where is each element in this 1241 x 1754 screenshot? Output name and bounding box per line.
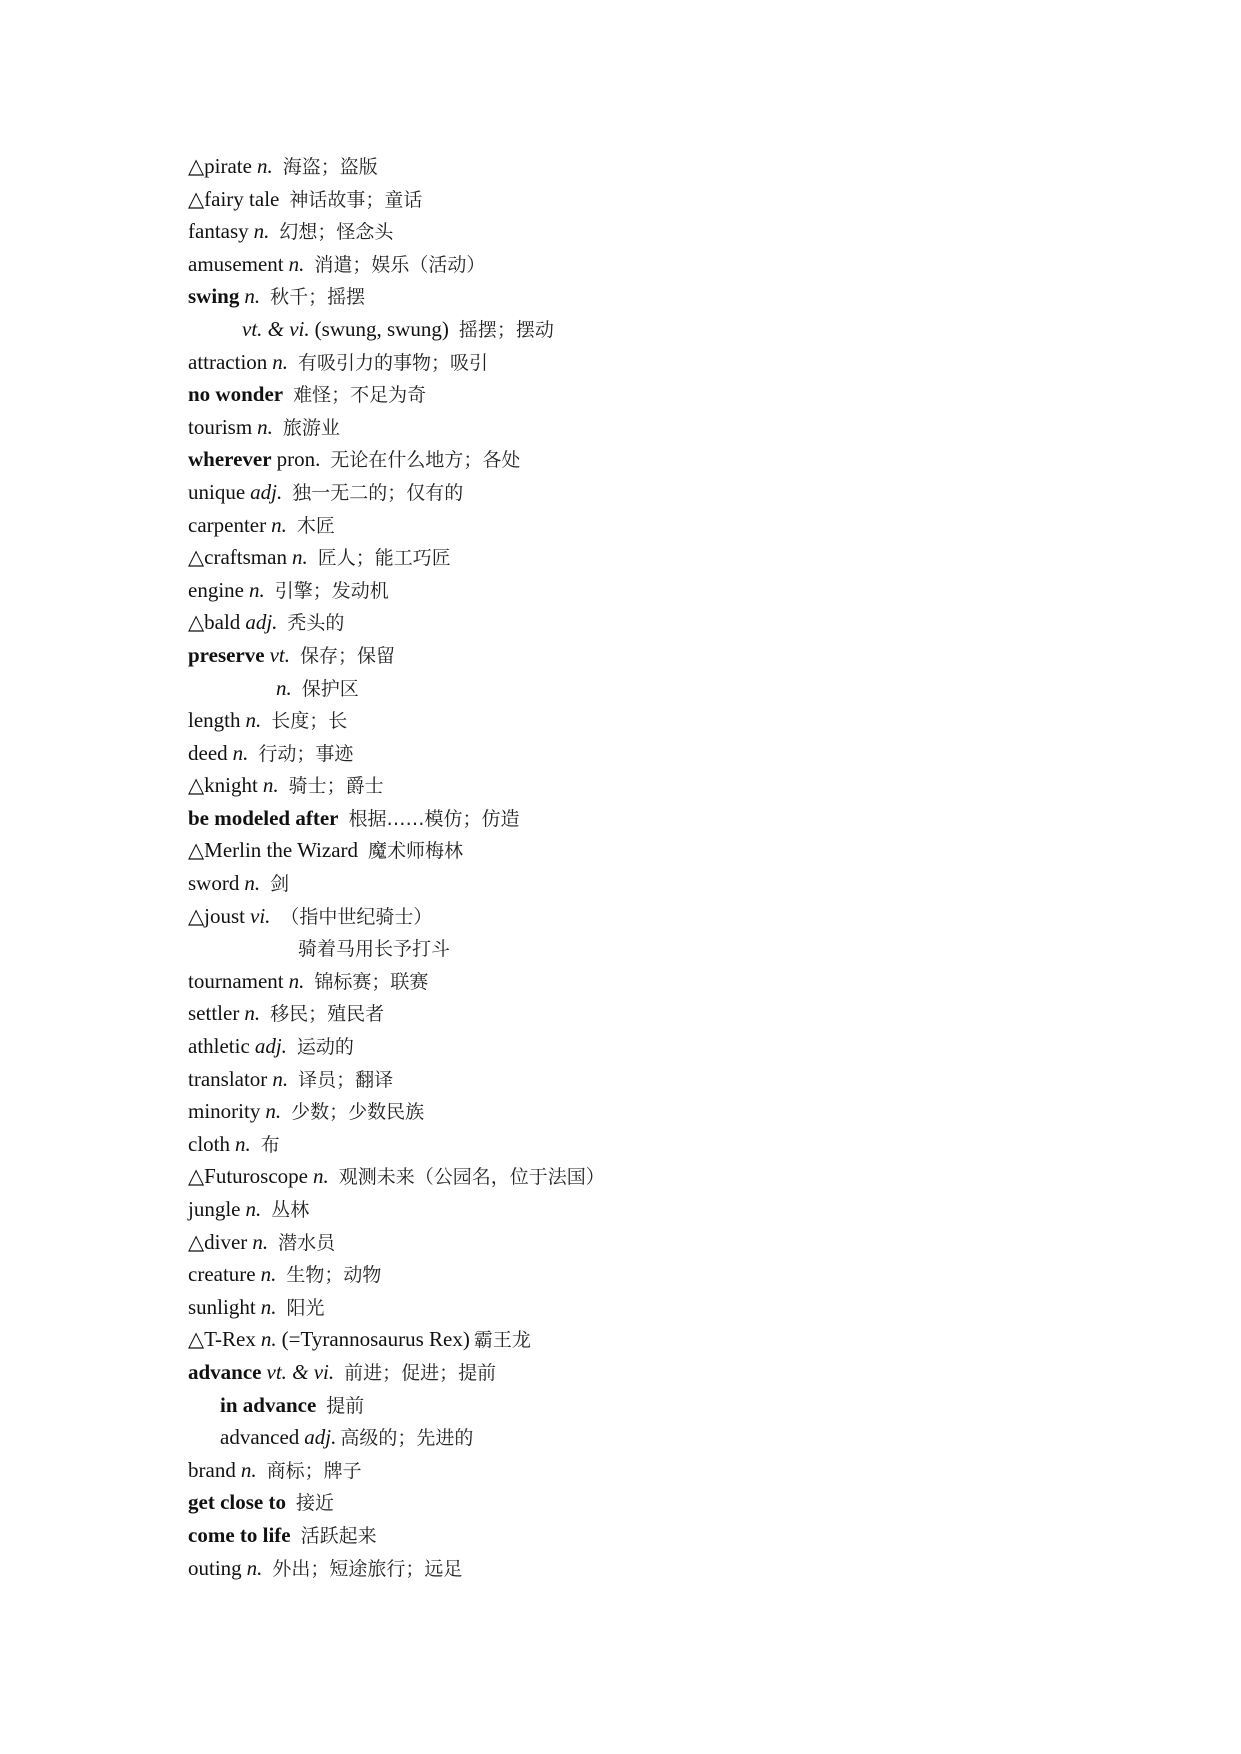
chinese-meaning: 独一无二的；仅有的 — [292, 481, 464, 504]
vocab-word: deed — [188, 740, 228, 765]
vocab-entry — [188, 997, 1088, 1030]
vocab-word: attraction — [188, 349, 268, 374]
vocab-entry — [188, 769, 1088, 802]
part-of-speech: n. — [260, 1327, 277, 1352]
vocab-entry — [188, 1258, 1088, 1291]
vocab-word: wherever — [188, 447, 272, 472]
vocab-word: sunlight — [188, 1294, 256, 1319]
chinese-meaning: 译员；翻译 — [298, 1068, 394, 1091]
part-of-speech: vi. — [250, 903, 271, 928]
part-of-speech: vt. — [269, 642, 290, 667]
vocab-word: length — [188, 708, 241, 733]
chinese-meaning: 保存；保留 — [299, 644, 395, 667]
chinese-meaning: 摇摆；摆动 — [458, 318, 554, 341]
chinese-meaning: 运动的 — [296, 1036, 354, 1059]
vocab-word: swing — [188, 284, 240, 309]
vocab-word: advance — [188, 1359, 262, 1384]
part-of-speech: n. — [262, 773, 279, 798]
chinese-meaning: 活跃起来 — [300, 1524, 377, 1547]
vocab-entry — [188, 965, 1088, 998]
vocab-word: preserve — [188, 642, 265, 667]
part-of-speech: adj. — [254, 1034, 287, 1059]
vocab-word: jungle — [188, 1197, 241, 1221]
vocab-word: △diver — [188, 1229, 248, 1254]
vocab-entry — [188, 1552, 1088, 1585]
chinese-meaning: 霸王龙 — [473, 1329, 531, 1352]
vocab-entry — [188, 867, 1088, 900]
part-of-speech: n. — [244, 284, 261, 309]
part-of-speech: adj. — [245, 610, 278, 635]
vocab-entry — [188, 606, 1088, 639]
vocab-word: fantasy — [188, 219, 249, 244]
chinese-meaning: 移民；殖民者 — [270, 1003, 385, 1026]
part-of-speech: n. — [312, 1164, 329, 1189]
vocab-word: △Futuroscope — [188, 1164, 308, 1189]
vocab-entry — [188, 1193, 1088, 1226]
chinese-meaning: 秃头的 — [287, 612, 345, 635]
vocab-word: tournament — [188, 968, 284, 993]
vocab-entry — [188, 932, 1088, 965]
chinese-meaning: 商标；牌子 — [266, 1459, 362, 1482]
chinese-meaning: 海盗；盗版 — [282, 156, 378, 178]
chinese-meaning: 丛林 — [271, 1199, 310, 1221]
chinese-meaning: 潜水员 — [278, 1231, 336, 1254]
chinese-meaning: 骑士；爵士 — [288, 775, 384, 798]
vocab-word: △craftsman — [188, 545, 287, 570]
vocab-entry — [188, 737, 1088, 770]
vocab-entry — [188, 1486, 1088, 1519]
chinese-meaning: 前进；促进；提前 — [344, 1361, 497, 1384]
part-of-speech: n. — [232, 740, 249, 765]
vocab-note: (=Tyrannosaurus Rex) — [281, 1327, 470, 1352]
chinese-meaning: 阳光 — [286, 1296, 325, 1319]
chinese-meaning: 木匠 — [296, 514, 335, 537]
chinese-meaning: 魔术师梅林 — [368, 840, 464, 863]
vocab-entry — [188, 900, 1088, 933]
part-of-speech: n. — [240, 1457, 257, 1482]
part-of-speech: n. — [256, 154, 273, 178]
vocab-entry — [188, 1128, 1088, 1161]
vocab-word: brand — [188, 1457, 236, 1482]
vocab-word: no wonder — [188, 382, 284, 407]
part-of-speech: n. — [253, 219, 270, 244]
chinese-meaning: 保护区 — [301, 677, 359, 700]
vocab-word: in advance — [220, 1392, 317, 1417]
chinese-meaning: （指中世纪骑士） — [280, 905, 433, 928]
vocab-word: engine — [188, 577, 244, 602]
vocab-word: be modeled after — [188, 805, 339, 830]
part-of-speech: n. — [271, 512, 287, 537]
vocab-word: △T-Rex — [188, 1327, 256, 1352]
vocab-entry — [188, 541, 1088, 574]
part-of-speech: n. — [245, 708, 262, 733]
vocab-entry — [188, 834, 1088, 867]
chinese-meaning: 匠人；能工巧匠 — [317, 547, 451, 570]
vocab-word: translator — [188, 1066, 268, 1091]
vocab-entry — [188, 346, 1088, 379]
part-of-speech: n. — [260, 1262, 277, 1287]
chinese-meaning: 布 — [260, 1133, 280, 1156]
chinese-meaning: 少数；少数民族 — [291, 1101, 425, 1124]
chinese-meaning: 行动；事迹 — [258, 742, 354, 765]
part-of-speech: n. — [288, 968, 305, 993]
part-of-speech: n. — [244, 871, 261, 896]
chinese-meaning: 接近 — [295, 1492, 334, 1515]
part-of-speech: n. — [272, 349, 289, 374]
part-of-speech: n. — [246, 1555, 263, 1580]
vocab-entry — [188, 280, 1088, 313]
part-of-speech: n. — [291, 545, 308, 570]
vocab-entry — [188, 672, 1088, 705]
vocab-entry — [188, 1356, 1088, 1389]
part-of-speech: n. — [257, 414, 273, 439]
vocabulary-list — [188, 150, 1088, 1584]
vocab-entry — [188, 1226, 1088, 1259]
chinese-meaning: 剑 — [270, 873, 290, 896]
part-of-speech: n. — [244, 1001, 261, 1026]
vocab-entry — [188, 802, 1088, 835]
vocab-entry — [188, 411, 1088, 444]
chinese-meaning: 骑着马用长予打斗 — [298, 938, 451, 961]
vocab-entry — [188, 1160, 1088, 1193]
chinese-meaning: 锦标赛；联赛 — [314, 970, 429, 993]
vocab-entry — [188, 1389, 1088, 1422]
chinese-meaning: 神话故事；童话 — [289, 188, 423, 211]
vocab-entry — [188, 313, 1088, 346]
chinese-meaning: 高级的；先进的 — [340, 1427, 474, 1450]
vocab-entry — [188, 476, 1088, 509]
vocab-entry — [188, 1030, 1088, 1063]
vocab-word: △fairy tale — [188, 186, 280, 211]
part-of-speech: n. — [288, 251, 305, 276]
vocab-entry — [188, 378, 1088, 411]
vocab-entry — [188, 1095, 1088, 1128]
chinese-meaning: 根据……模仿；仿造 — [348, 807, 520, 830]
part-of-speech: adj. — [250, 479, 283, 504]
vocab-word: △bald — [188, 610, 241, 635]
vocab-word: advanced — [220, 1425, 300, 1450]
vocab-word: outing — [188, 1555, 242, 1580]
vocab-entry — [188, 1063, 1088, 1096]
part-of-speech: vt. & vi. — [266, 1359, 335, 1384]
vocab-word: △knight — [188, 773, 258, 798]
vocab-word: come to life — [188, 1522, 291, 1547]
vocab-word: △joust — [188, 903, 245, 928]
part-of-speech: n. — [235, 1131, 251, 1156]
part-of-speech: n. — [252, 1229, 269, 1254]
part-of-speech: n. — [276, 675, 292, 700]
vocab-word: minority — [188, 1099, 261, 1124]
vocab-note: pron. — [276, 447, 321, 472]
chinese-meaning: 旅游业 — [282, 416, 340, 439]
chinese-meaning: 难怪；不足为奇 — [293, 384, 427, 407]
vocab-word: sword — [188, 871, 240, 896]
vocab-word: unique — [188, 479, 246, 504]
vocab-entry — [188, 639, 1088, 672]
chinese-meaning: 观测未来（公园名，位于法国） — [338, 1166, 605, 1189]
vocab-entry — [188, 248, 1088, 281]
chinese-meaning: 提前 — [326, 1394, 365, 1417]
part-of-speech: n. — [245, 1197, 262, 1221]
chinese-meaning: 秋千；摇摆 — [270, 286, 366, 309]
vocab-note: (swung, swung) — [314, 316, 449, 341]
part-of-speech: n. — [260, 1294, 277, 1319]
vocab-word: amusement — [188, 251, 284, 276]
vocab-entry — [188, 574, 1088, 607]
vocab-word: △Merlin the Wizard — [188, 838, 359, 863]
vocab-entry — [188, 1421, 1088, 1454]
chinese-meaning: 幻想；怪念头 — [279, 221, 394, 244]
vocab-entry — [188, 443, 1088, 476]
chinese-meaning: 有吸引力的事物；吸引 — [298, 351, 489, 374]
vocab-entry — [188, 1454, 1088, 1487]
chinese-meaning: 长度；长 — [271, 710, 348, 733]
vocab-word: carpenter — [188, 512, 267, 537]
vocab-entry — [188, 215, 1088, 248]
chinese-meaning: 消遣；娱乐（活动） — [314, 253, 486, 276]
vocab-word: creature — [188, 1262, 256, 1287]
vocab-entry — [188, 1323, 1088, 1356]
part-of-speech: adj. — [304, 1425, 337, 1450]
part-of-speech: n. — [272, 1066, 289, 1091]
chinese-meaning: 生物；动物 — [286, 1264, 382, 1287]
chinese-meaning: 外出；短途旅行；远足 — [272, 1557, 463, 1580]
vocab-entry — [188, 1291, 1088, 1324]
vocab-word: settler — [188, 1001, 240, 1026]
vocab-word: △pirate — [188, 154, 252, 178]
vocab-word: athletic — [188, 1034, 250, 1059]
vocab-entry — [188, 183, 1088, 216]
part-of-speech: vt. & vi. — [242, 316, 310, 341]
vocab-word: get close to — [188, 1490, 286, 1515]
vocab-word: cloth — [188, 1131, 230, 1156]
chinese-meaning: 无论在什么地方；各处 — [330, 449, 521, 472]
part-of-speech: n. — [265, 1099, 282, 1124]
part-of-speech: n. — [248, 577, 265, 602]
chinese-meaning: 引擎；发动机 — [274, 579, 389, 602]
vocab-entry — [188, 1519, 1088, 1552]
vocab-entry — [188, 509, 1088, 542]
vocab-word: tourism — [188, 414, 253, 439]
vocab-entry — [188, 150, 1088, 183]
vocab-entry — [188, 704, 1088, 737]
